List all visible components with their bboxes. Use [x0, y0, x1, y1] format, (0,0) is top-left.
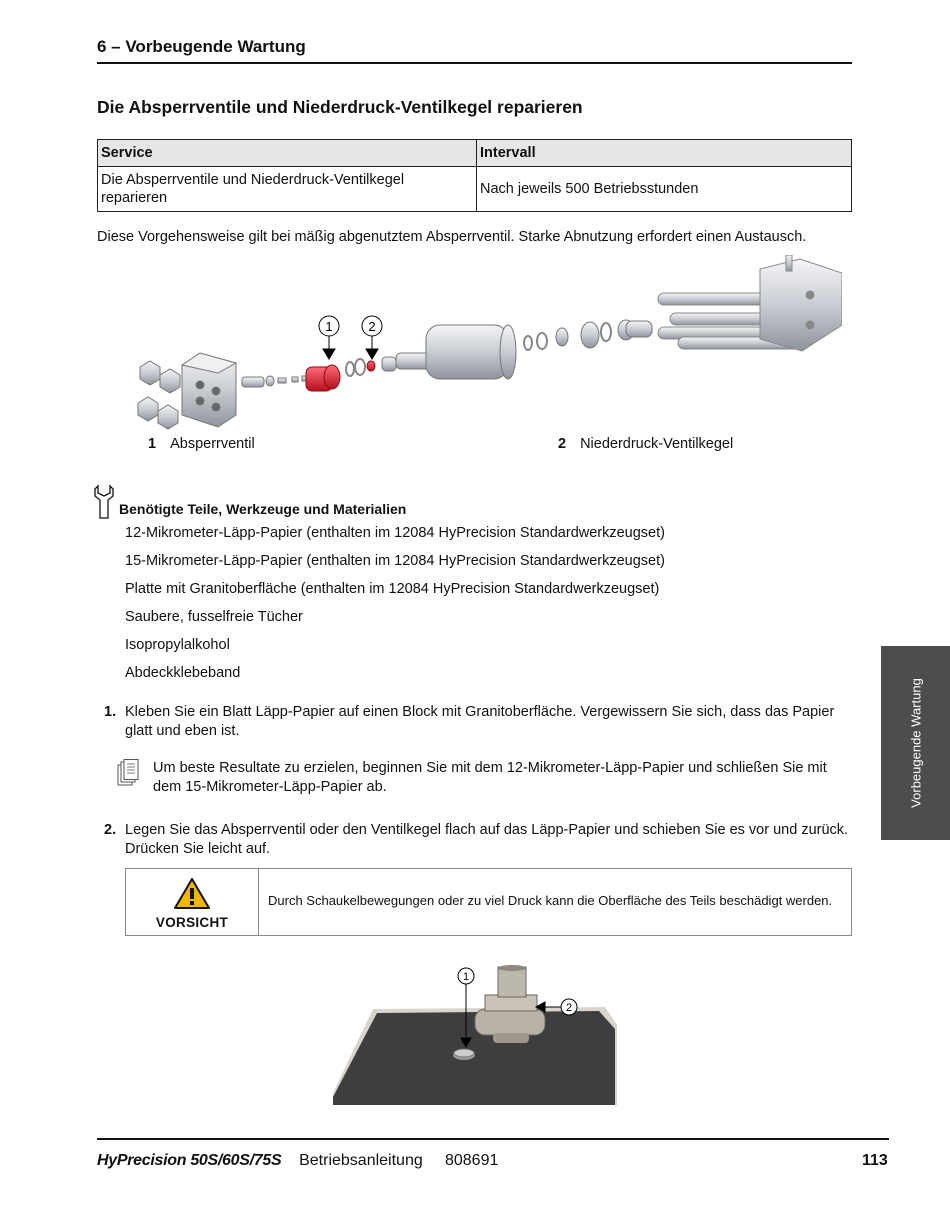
small-parts — [242, 376, 308, 387]
caution-box — [125, 868, 852, 936]
caution-text: Durch Schaukelbewegungen oder zu viel Druck kann die Oberfläche des Teils beschädigt werden. — [268, 893, 833, 908]
tool-item: Isopropylalkohol — [125, 637, 230, 653]
footer-product: HyPrecision 50S/60S/75S — [97, 1152, 282, 1169]
callout-2-label: 2 — [368, 319, 376, 334]
table-header-service: Service — [98, 140, 477, 167]
caution-label: VORSICHT — [155, 915, 229, 930]
table-cell-interval: Nach jeweils 500 Betriebsstunden — [477, 167, 852, 212]
intro-text: Diese Vorgehensweise gilt bei mäßig abgenutztem Absperrventil. Starke Abnutzung erfordert einen Austausch. — [97, 229, 807, 245]
tool-item: Platte mit Granitoberfläche (enthalten im 12084 HyPrecision Standardwerkzeugset) — [125, 581, 660, 597]
photo-callout-2-label: 2 — [565, 1002, 573, 1014]
lapping-photo — [333, 965, 617, 1105]
chapter-header: 6 – Vorbeugende Wartung — [97, 36, 852, 64]
footer-doc: Betriebsanleitung — [299, 1152, 423, 1169]
service-table — [97, 139, 852, 212]
step-number: 2. — [104, 822, 117, 838]
warning-icon — [173, 877, 211, 910]
tool-item: 12-Mikrometer-Läpp-Papier (enthalten im 12084 HyPrecision Standardwerkzeugset) — [125, 525, 665, 541]
wrench-icon — [94, 484, 114, 520]
photo-callout-1-label: 1 — [462, 971, 470, 983]
footer-divider — [97, 1138, 889, 1140]
caution-label-cell — [126, 869, 259, 935]
end-block — [182, 353, 236, 427]
tie-rod-assembly — [658, 255, 842, 351]
nut-parts — [138, 361, 180, 429]
tool-item: 15-Mikrometer-Läpp-Papier (enthalten im 12084 HyPrecision Standardwerkzeugset) — [125, 553, 665, 569]
table-cell-service: Die Absperrventile und Niederdruck-Ventilkegel reparieren — [98, 167, 477, 212]
table-row — [98, 167, 852, 212]
step-number: 1. — [104, 704, 117, 720]
legend-item-1: 1 Absperrventil — [148, 436, 255, 452]
poppet-part — [367, 361, 375, 371]
table-header-row — [98, 140, 852, 167]
callout-1-label: 1 — [325, 319, 333, 334]
table-header-interval: Intervall — [477, 140, 852, 167]
tools-title: Benötigte Teile, Werkzeuge und Materialien — [119, 501, 407, 517]
tool-item: Abdeckklebeband — [125, 665, 241, 681]
note-text: Um beste Resultate zu erzielen, beginnen Sie mit dem 12-Mikrometer-Läpp-Papier und schließen Sie mit dem 15-Mikrometer-Läpp-Papier ab. — [153, 760, 827, 795]
legend-item-2: 2 Niederdruck-Ventilkegel — [558, 436, 734, 452]
section-title: Die Absperrventile und Niederdruck-Ventilkegel reparieren — [97, 97, 583, 117]
footer — [97, 1152, 498, 1170]
footer-doc-number: 808691 — [444, 1152, 499, 1169]
page-number: 113 — [862, 1152, 888, 1169]
note-icon — [117, 759, 139, 787]
exploded-view-figure — [130, 255, 842, 430]
check-valve-part — [306, 365, 340, 391]
step-text: Kleben Sie ein Blatt Läpp-Papier auf einen Block mit Granitoberfläche. Vergewissern Sie sich, dass das Papier glatt und eben ist. — [125, 704, 835, 739]
side-tab: Vorbeugende Wartung — [881, 646, 950, 840]
tool-item: Saubere, fusselfreie Tücher — [125, 609, 303, 625]
step-text: Legen Sie das Absperrventil oder den Ventilkegel flach auf das Läpp-Papier und schieben Sie es vor und zurück. Drücken Sie leicht auf. — [125, 822, 849, 857]
